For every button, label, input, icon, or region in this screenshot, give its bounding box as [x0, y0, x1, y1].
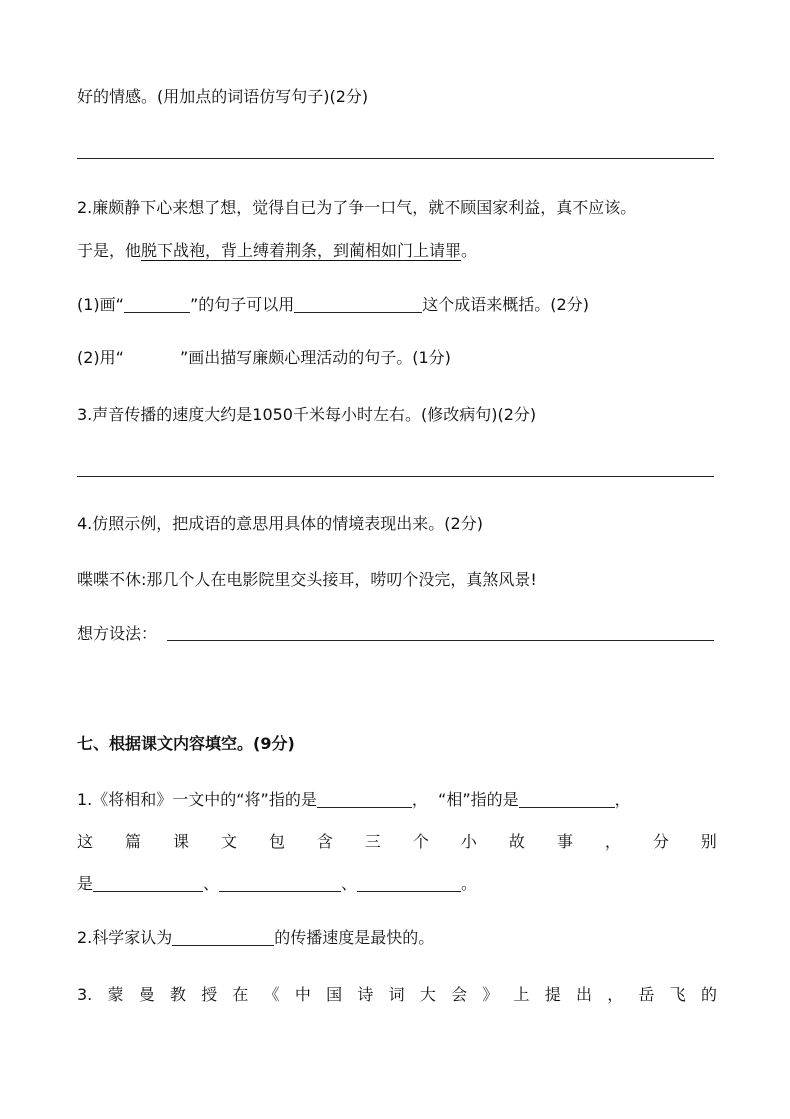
mark-style-blank [124, 294, 190, 313]
question-4-text: 4.仿照示例，把成语的意思用具体的情境表现出来。(2分) [77, 514, 483, 533]
char: 课 [172, 832, 189, 851]
question-text-continuation: 好的情感。(用加点的词语仿写句子)(2分) [77, 87, 369, 106]
q2-suffix: 。 [461, 241, 478, 260]
section-7-heading: 七、根据课文内容填空。(9分) [77, 734, 295, 753]
s7q1-text-c: ， [614, 790, 631, 809]
fastest-answer-blank[interactable] [172, 927, 274, 946]
char: 含 [316, 832, 333, 851]
minister-answer-blank[interactable] [519, 789, 615, 808]
char: 小 [460, 832, 477, 851]
char: 《 [263, 985, 280, 1004]
story-3-blank[interactable] [357, 873, 461, 892]
char: 曼 [138, 985, 155, 1004]
char: 三 [364, 832, 381, 851]
section-7-q2 [77, 927, 434, 949]
question-3-text: 3.声音传播的速度大约是1050千米每小时左右。(修改病句)(2分) [77, 405, 537, 424]
char: 飞 [669, 985, 686, 1004]
question-2-sub2 [77, 347, 451, 369]
char: 会 [451, 985, 468, 1004]
section-7-q3 [77, 984, 717, 1006]
s7q1-line3-start: 是 [77, 874, 94, 893]
s7q2-text-a: 2.科学家认为 [77, 928, 173, 947]
separator: 、 [341, 874, 358, 893]
char: 中 [294, 985, 311, 1004]
char: ， [607, 985, 624, 1004]
char: 出 [576, 985, 593, 1004]
char: 在 [232, 985, 249, 1004]
section-7-q1-line1 [77, 789, 631, 811]
char: 篇 [124, 832, 141, 851]
general-answer-blank[interactable] [317, 789, 412, 808]
s7q2-text-b: 的传播速度是最快的。 [274, 928, 435, 947]
char: 蒙 [107, 985, 124, 1004]
char: 包 [268, 832, 285, 851]
section-7-q1-line2 [77, 831, 717, 853]
char: 分 [652, 832, 669, 851]
char: 文 [220, 832, 237, 851]
char: 大 [419, 985, 436, 1004]
char: 授 [201, 985, 218, 1004]
sub1-label-a: (1)画“ [77, 295, 124, 314]
char: 个 [412, 832, 429, 851]
question-2-sub1 [77, 294, 589, 316]
story-1-blank[interactable] [93, 873, 203, 892]
char: 教 [169, 985, 186, 1004]
question-4-answer-label: 想方设法： [77, 624, 158, 643]
s7q1-text-a: 1.《将相和》一文中的“将”指的是 [77, 790, 317, 809]
idiom-answer-blank[interactable] [294, 294, 422, 313]
answer-line[interactable] [167, 640, 714, 641]
char: 上 [513, 985, 530, 1004]
story-2-blank[interactable] [219, 873, 341, 892]
char: 提 [544, 985, 561, 1004]
question-2-text: 2.廉颇静下心来想了想，觉得自已为了争一口气，就不顾国家利益，真不应该。 [77, 198, 637, 217]
sub2-label-a: (2)用“ [77, 348, 124, 367]
char: 岳 [638, 985, 655, 1004]
char: 事 [556, 832, 573, 851]
question-4-example: 喋喋不休:那几个人在电影院里交头接耳，唠叨个没完，真煞风景! [77, 570, 537, 589]
char: 故 [508, 832, 525, 851]
sub2-label-b: ”画出描写廉颇心理活动的句子。(1分) [179, 348, 451, 367]
char: 词 [388, 985, 405, 1004]
char: 国 [326, 985, 343, 1004]
s7q1-line3-end: 。 [461, 874, 478, 893]
sub1-label-c: 这个成语来概括。(2分) [422, 295, 589, 314]
char: 3. [77, 985, 93, 1004]
question-2-text-line2 [77, 240, 477, 262]
answer-line[interactable] [77, 158, 714, 159]
char: 的 [700, 985, 717, 1004]
char: 别 [700, 832, 717, 851]
char: ， [604, 832, 621, 851]
separator: 、 [203, 874, 220, 893]
sub1-label-b: ”的句子可以用 [189, 295, 295, 314]
q2-underlined-sentence: 脱下战袍，背上缚着荆条，到蔺相如门上请罪 [141, 241, 462, 260]
char: 这 [77, 832, 94, 851]
char: 》 [482, 985, 499, 1004]
q2-prefix: 于是，他 [77, 241, 142, 260]
char: 诗 [357, 985, 374, 1004]
s7q1-text-b: ， “相”指的是 [411, 790, 519, 809]
section-7-q1-line3 [77, 873, 477, 895]
answer-line[interactable] [77, 476, 714, 477]
